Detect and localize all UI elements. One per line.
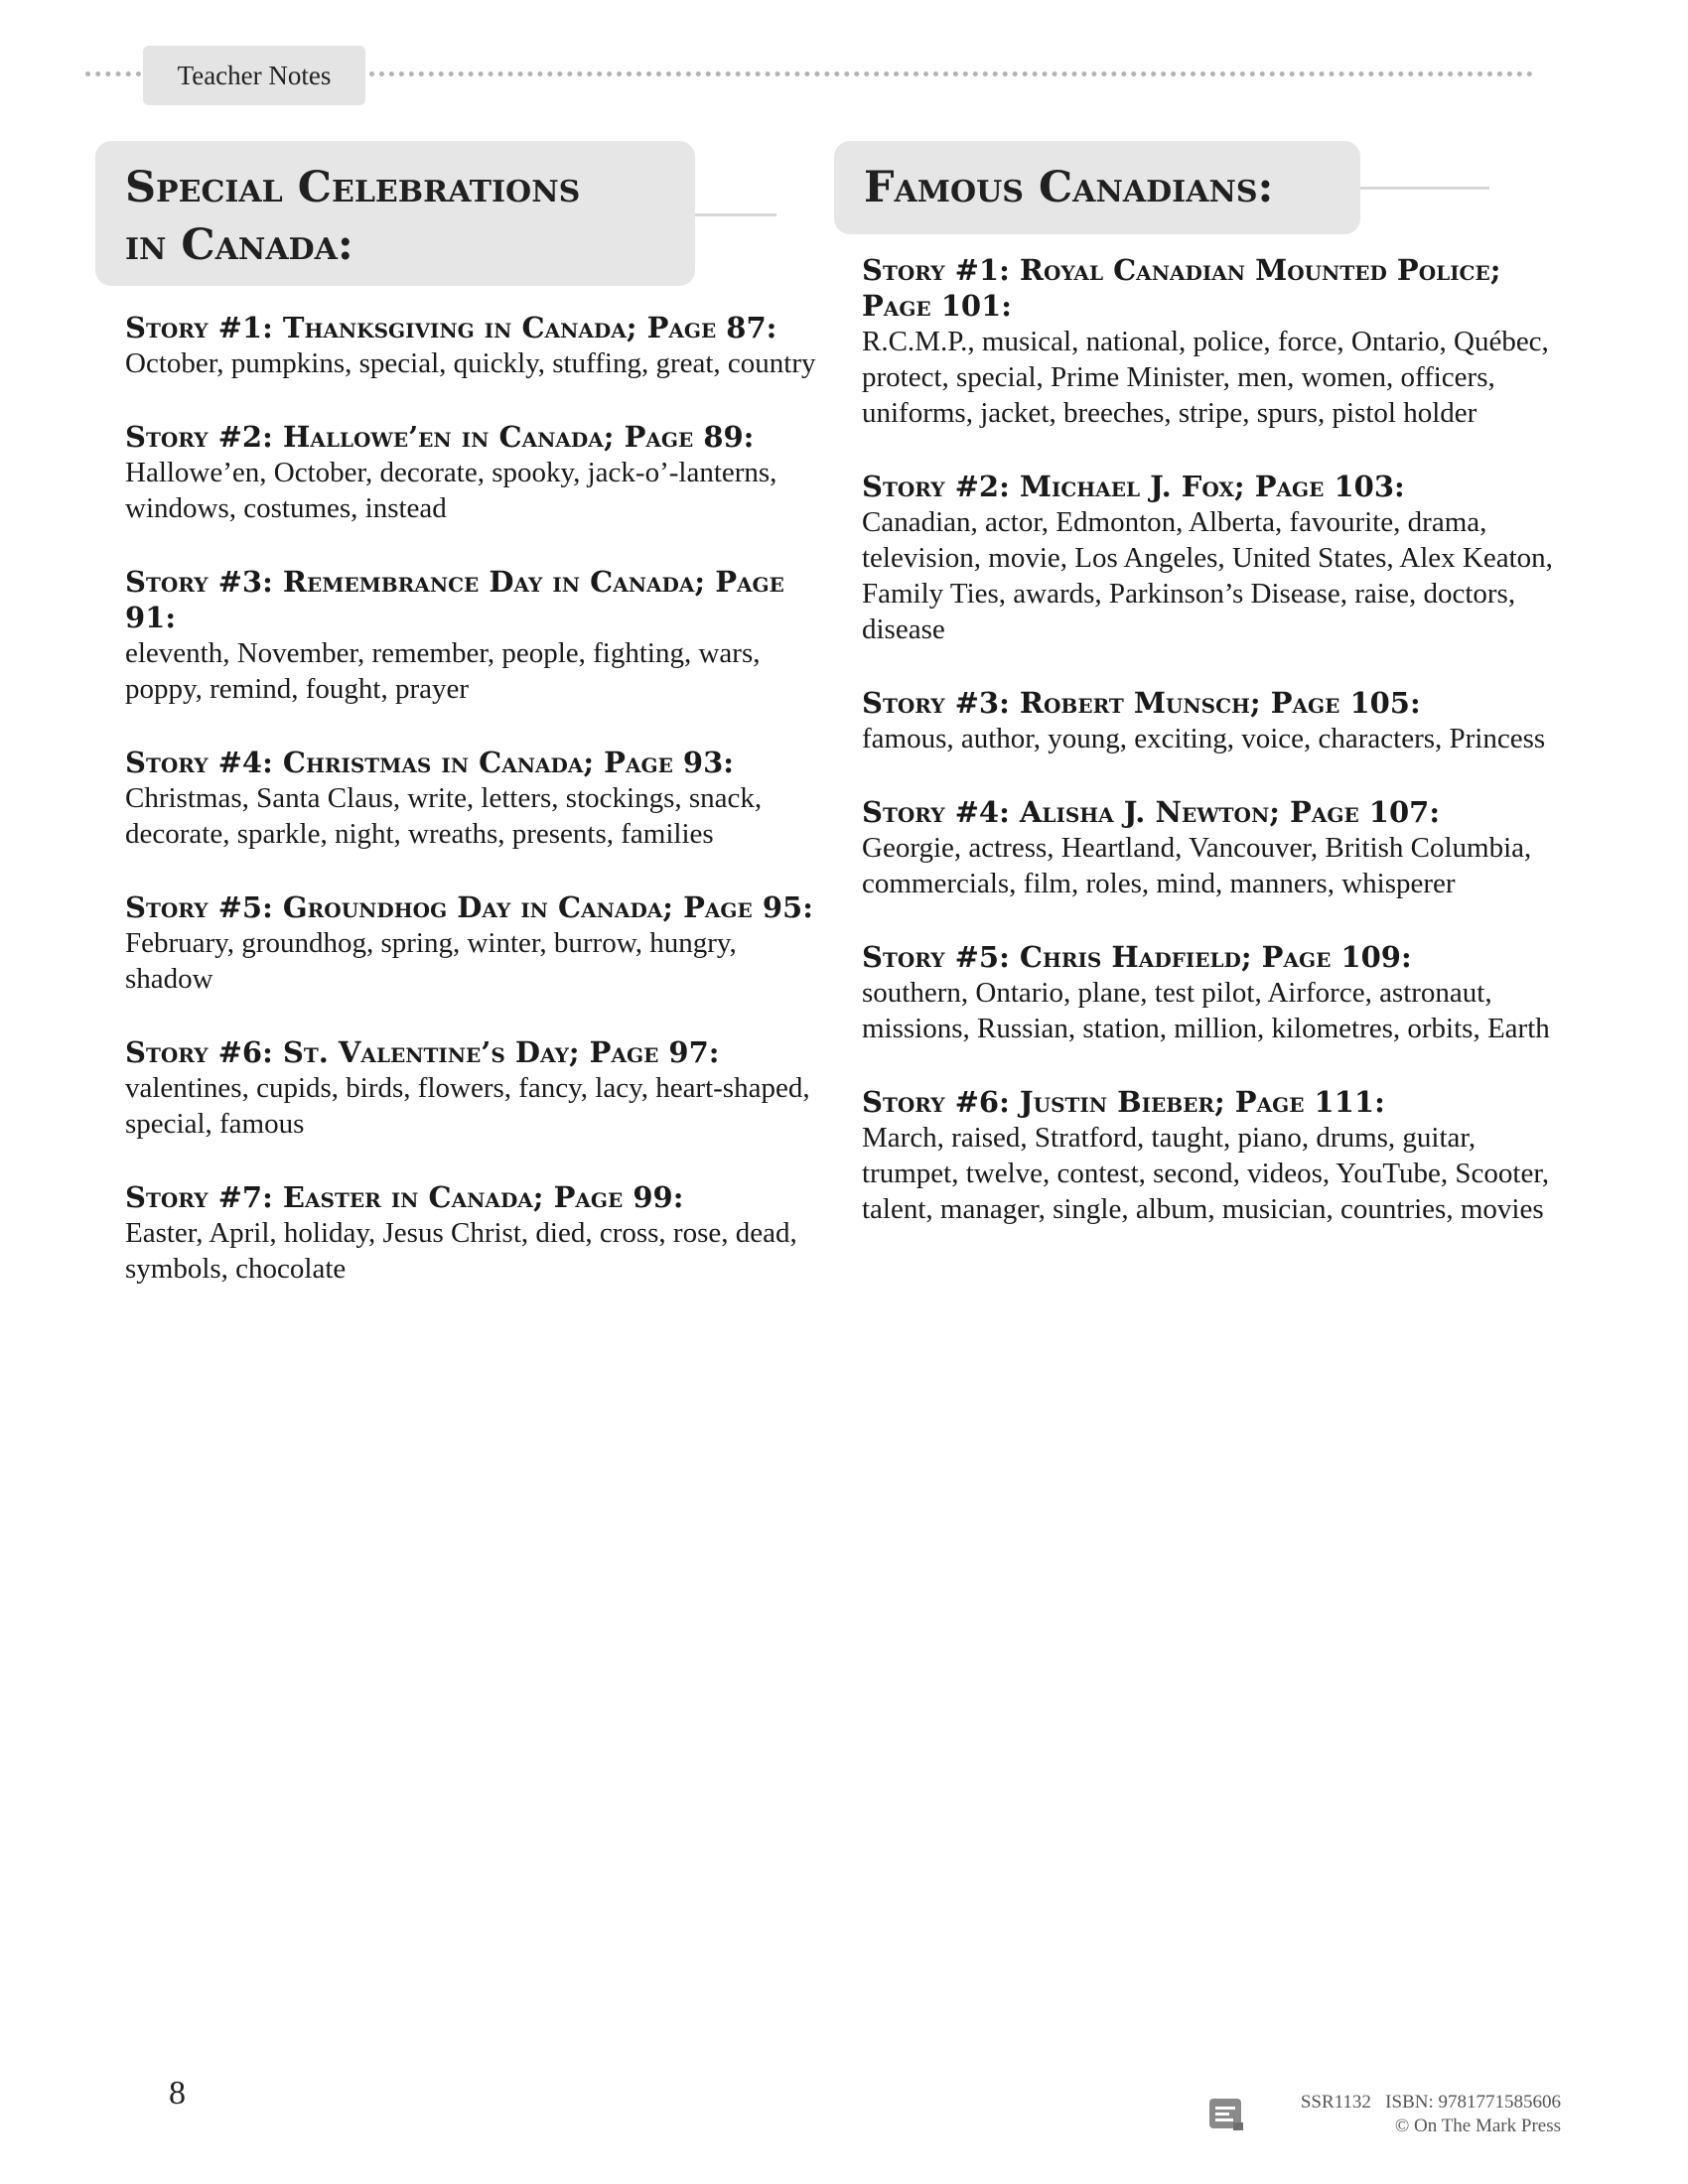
story-title: Story #4: Christmas in Canada; Page 93: [125,746,734,779]
story-words: February, groundhog, spring, winter, burrow, hungry, shadow [125,927,737,995]
left-story-list [125,310,830,1324]
story-title: Story #1: Royal Canadian Mounted Police; Page 101: [862,253,1501,323]
story-item [862,939,1567,1046]
story-title: Story #4: Alisha J. Newton; Page 107: [862,795,1441,829]
story-item [125,564,830,707]
story-item [862,1084,1567,1227]
left-heading-line2: in Canada: [125,220,353,270]
footer-info [1301,2091,1561,2138]
copyright: © On The Mark Press [1394,2116,1561,2136]
story-title: Story #1: Thanksgiving in Canada; Page 87: [125,311,777,344]
story-words: Christmas, Santa Claus, write, letters, stockings, snack, decorate, sparkle, night, wreaths, presents, families [125,782,763,850]
story-words: R.C.M.P., musical, national, police, force, Ontario, Québec, protect, special, Prime Minister, men, women, officers, uniforms, jacket, breeches, stripe, spurs, pistol holder [862,326,1549,429]
story-title: Story #3: Remembrance Day in Canada; Page 91: [125,565,784,634]
isbn: ISBN: 9781771585606 [1385,2092,1561,2113]
story-item [125,1034,830,1142]
story-item [862,469,1567,647]
left-section-heading [95,141,695,286]
story-title: Story #7: Easter in Canada; Page 99: [125,1180,684,1214]
book-icon [1207,2095,1245,2132]
story-words: Hallowe’en, October, decorate, spooky, jack-o’-lanterns, windows, costumes, instead [125,457,777,524]
product-code: SSR1132 [1300,2092,1371,2113]
teacher-notes-tab: Teacher Notes [143,46,365,105]
right-story-list [862,252,1567,1265]
story-words: Georgie, actress, Heartland, Vancouver, British Columbia, commercials, film, roles, mind, manners, whisperer [862,832,1532,899]
story-item [125,745,830,852]
story-item [862,794,1567,901]
story-title: Story #6: St. Valentine’s Day; Page 97: [125,1035,720,1069]
story-title: Story #5: Groundhog Day in Canada; Page 95: [125,890,813,924]
right-heading-rule [1360,187,1489,190]
left-heading-line1: Special Celebrations [125,163,581,212]
story-item [862,685,1567,756]
header-dotted-line-left [85,71,141,76]
story-words: March, raised, Stratford, taught, piano, drums, guitar, trumpet, twelve, contest, second, videos, YouTube, Scooter, talent, manager, single, album, musician, countries, movies [862,1122,1550,1225]
story-item [125,419,830,526]
story-title: Story #5: Chris Hadfield; Page 109: [862,940,1412,974]
story-title: Story #3: Robert Munsch; Page 105: [862,686,1421,720]
right-section-heading [834,141,1360,234]
story-title: Story #2: Michael J. Fox; Page 103: [862,470,1405,503]
story-words: famous, author, young, exciting, voice, characters, Princess [862,723,1546,754]
story-words: southern, Ontario, plane, test pilot, Airforce, astronaut, missions, Russian, station, million, kilometres, orbits, Earth [862,977,1550,1044]
story-item [862,252,1567,431]
left-heading-rule [695,213,776,216]
story-words: October, pumpkins, special, quickly, stuffing, great, country [125,347,816,379]
story-item [125,310,830,381]
story-words: Canadian, actor, Edmonton, Alberta, favourite, drama, television, movie, Los Angeles, United States, Alex Keaton, Family Ties, awards, Parkinson’s Disease, raise, doctors, disease [862,506,1553,645]
right-heading-text: Famous Canadians: [864,163,1274,212]
story-item [125,889,830,997]
story-item [125,1179,830,1287]
story-words: Easter, April, holiday, Jesus Christ, died, cross, rose, dead, symbols, chocolate [125,1217,797,1285]
story-title: Story #6: Justin Bieber; Page 111: [862,1085,1385,1119]
page-number: 8 [169,2075,186,2112]
story-words: valentines, cupids, birds, flowers, fancy, lacy, heart-shaped, special, famous [125,1072,810,1140]
story-title: Story #2: Hallowe’en in Canada; Page 89: [125,420,755,454]
header-dotted-line-right [369,71,1533,76]
story-words: eleventh, November, remember, people, fighting, wars, poppy, remind, fought, prayer [125,637,761,705]
